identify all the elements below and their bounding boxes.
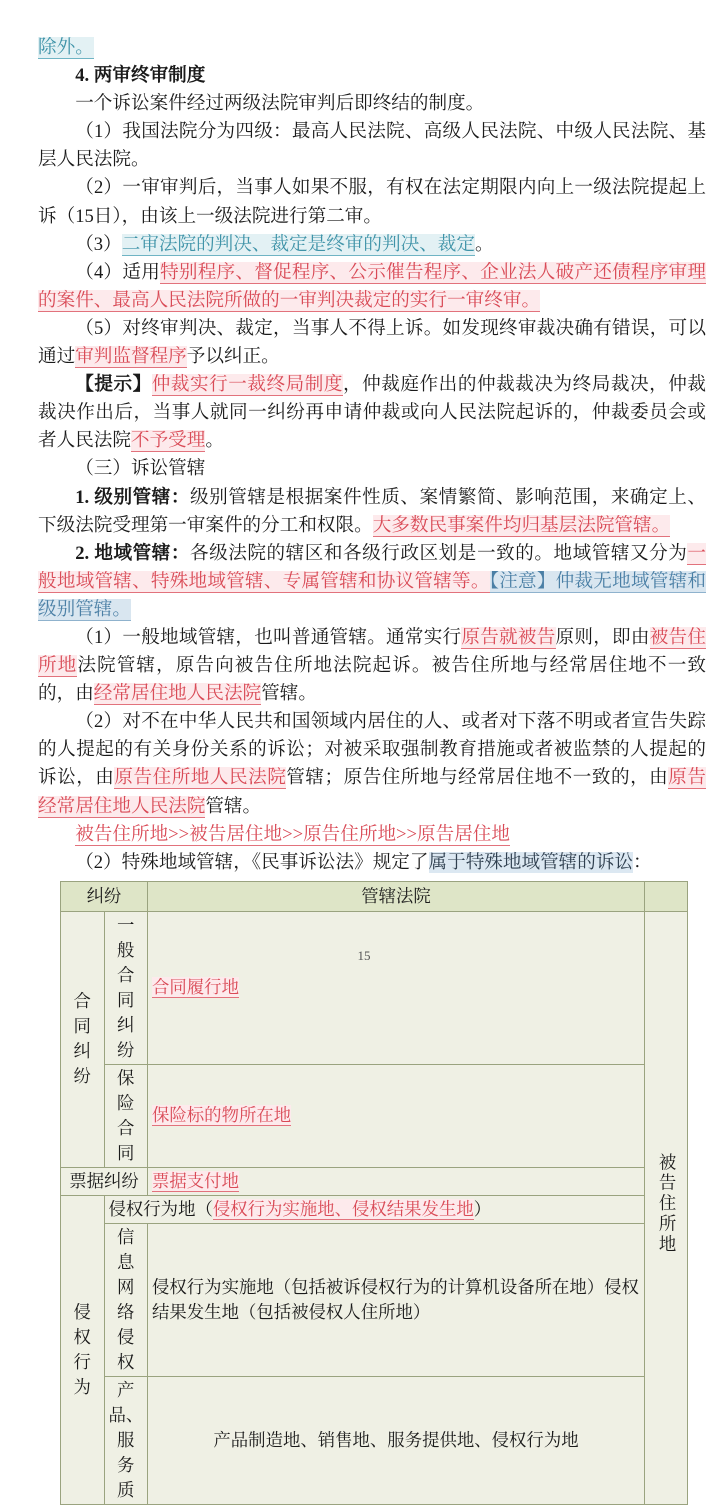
paragraph-item-4 xyxy=(38,259,706,315)
item3-prefix: （3） xyxy=(75,233,122,255)
court-highlight-instrument-payment-place: 票据支付地 xyxy=(152,1170,239,1191)
tip-label: 【提示】 xyxy=(75,374,152,396)
paragraph-special-residence xyxy=(38,708,706,820)
item4-prefix: （4）适用 xyxy=(75,261,161,283)
cell-subtype-general-contract: 一般合同纠纷 xyxy=(104,911,148,1064)
special-territorial-middle: 规定了 xyxy=(372,851,429,873)
tip-highlight-2: 不予受理 xyxy=(130,430,206,452)
paragraph-intro: 一个诉讼案件经过两级法院审判后即终结的制度。 xyxy=(75,93,485,115)
vertical-label-defendant-domicile: 被告住所地 xyxy=(656,1153,677,1256)
general-highlight-defendant-domicile: 被告住所地 xyxy=(38,626,706,677)
section-title-jurisdiction: （三）诉讼管辖 xyxy=(75,458,206,480)
table-row xyxy=(61,911,688,1064)
item5-prefix: （5）对终审判决、裁定，当事人不得上诉。如发现终审裁决确有错误，可以通过 xyxy=(38,317,706,368)
paragraph-item-1: （1）我国法院分为四级：最高人民法院、高级人民法院、中级人民法院、基层人民法院。 xyxy=(38,121,706,171)
tip-highlight-1: 仲裁实行一裁终局制度 xyxy=(151,374,344,396)
territorial-jurisdiction-note: 【注意】仲裁无地域管辖和级别管辖。 xyxy=(38,570,706,620)
special-residence-highlight-plaintiff-domicile-court: 原告住所地人民法院 xyxy=(114,767,287,789)
special-residence-middle: 管辖；原告住所地与经常居住地不一致的，由 xyxy=(286,767,669,789)
cell-group-tort: 侵权行为 xyxy=(61,1195,105,1504)
table-body xyxy=(61,911,688,1504)
cell-defendant-domicile-vertical xyxy=(645,911,688,1504)
tip-end: 。 xyxy=(205,430,224,452)
cell-subtype-negotiable-instrument: 票据纠纷 xyxy=(61,1167,148,1195)
item4-highlight: 特别程序、督促程序、公示催告程序、企业法人破产还债程序审理的案件、最高人民法院所做的一审判决裁定的实行一审终审。 xyxy=(38,261,706,311)
table-row xyxy=(61,1064,688,1167)
cell-subtype-product-service: 产品、服务质 xyxy=(104,1376,148,1504)
general-end: 管辖。 xyxy=(261,683,317,705)
item3-suffix: 。 xyxy=(474,233,494,255)
heading-two-trial-system: 4. 两审终审制度 xyxy=(75,65,206,87)
table-header-spacer xyxy=(645,881,688,911)
tort-place-suffix: ） xyxy=(473,1198,492,1219)
priority-chain-text: 被告住所地>>被告居住地>>原告住所地>>原告居住地 xyxy=(75,823,510,845)
cell-subtype-insurance-contract: 保险合同 xyxy=(104,1064,148,1167)
item5-suffix: 予以纠正。 xyxy=(186,346,280,368)
paragraph-special-territorial xyxy=(38,849,706,877)
table-head xyxy=(61,881,688,911)
court-highlight-contract-performance-place: 合同履行地 xyxy=(152,977,239,998)
special-territorial-law: 《民事诉讼法》 xyxy=(251,851,373,873)
paragraph-item-5 xyxy=(38,315,706,371)
territorial-jurisdiction-label: 2. 地域管辖： xyxy=(75,542,190,564)
level-jurisdiction-highlight: 大多数民事案件均归基层法院管辖。 xyxy=(372,514,671,536)
cell-court-negotiable-instrument xyxy=(148,1167,645,1195)
paragraph-item-3 xyxy=(38,231,706,259)
paragraph-priority-chain xyxy=(38,821,706,849)
general-highlight-habitual-residence-court: 经常居住地人民法院 xyxy=(93,683,262,705)
paragraph-general-territorial xyxy=(38,624,706,708)
page-number: 15 xyxy=(357,948,371,963)
level-jurisdiction-label: 1. 级别管辖： xyxy=(75,486,190,508)
jurisdiction-table xyxy=(60,881,688,1505)
cell-court-insurance-contract xyxy=(148,1064,645,1167)
jurisdiction-table-wrapper xyxy=(38,881,706,1505)
tort-place-highlight: 侵权行为实施地、侵权结果发生地 xyxy=(212,1198,474,1219)
table-row xyxy=(61,1195,688,1223)
special-territorial-prefix: （2）特殊地域管辖， xyxy=(75,851,252,873)
paragraph-level-jurisdiction xyxy=(38,484,706,540)
item3-highlight: 二审法院的判决、裁定是终审的判决、裁定 xyxy=(121,233,475,255)
special-territorial-highlight: 属于特殊地域管辖的诉讼 xyxy=(428,851,634,873)
cell-subtype-network-tort: 信息网络侵权 xyxy=(104,1223,148,1376)
territorial-jurisdiction-text: 各级法院的辖区和各级行政区划是一致的。地域管辖又分为 xyxy=(189,542,688,564)
cell-court-product-service: 产品制造地、销售地、服务提供地、侵权行为地 xyxy=(148,1376,645,1504)
cell-court-general-contract xyxy=(148,911,645,1064)
table-row xyxy=(61,1167,688,1195)
item5-highlight: 审判监督程序 xyxy=(75,346,187,368)
carryover-text: 除外。 xyxy=(38,37,94,58)
table-header-dispute: 纠纷 xyxy=(61,881,148,911)
special-residence-highlight-plaintiff-habitual-court: 原告经常居住地人民法院 xyxy=(38,767,706,817)
table-row xyxy=(61,1223,688,1376)
territorial-jurisdiction-highlight: 一般地域管辖、特殊地域管辖、专属管辖和协议管辖等。 xyxy=(38,542,706,592)
carryover-line xyxy=(38,34,706,62)
document-body xyxy=(38,34,706,877)
cell-court-network-tort: 侵权行为实施地（包括被诉侵权行为的计算机设备所在地）侵权结果发生地（包括被侵权人住所地） xyxy=(148,1223,645,1376)
general-middle-2: 法院管辖，原告向被告住所地法院起诉。被告住所地与经常居住地不一致的，由 xyxy=(38,655,706,705)
paragraph-territorial-jurisdiction xyxy=(38,540,706,624)
cell-group-contract-dispute: 合同纠纷 xyxy=(61,911,105,1167)
table-header-court: 管辖法院 xyxy=(148,881,645,911)
special-territorial-end: ： xyxy=(633,851,652,873)
general-middle-1: 原则，即由 xyxy=(555,626,650,648)
special-residence-prefix: （2）对不在中华人民共和国领域内居住的人、或者对下落不明或者宣告失踪的人提起的有关身份关系的诉讼；对被采取强制教育措施或者被监禁的人提起的诉讼，由 xyxy=(38,711,706,789)
table-row xyxy=(61,1376,688,1504)
cell-tort-place-row xyxy=(104,1195,645,1223)
table-header-row xyxy=(61,881,688,911)
level-jurisdiction-text: 级别管辖是根据案件性质、案情繁简、影响范围，来确定上、下级法院受理第一审案件的分工和权限。 xyxy=(38,486,706,536)
general-prefix: （1）一般地域管辖，也叫普通管辖。通常实行 xyxy=(75,626,462,648)
paragraph-tip xyxy=(38,371,706,455)
general-highlight-plaintiff-follows-defendant: 原告就被告 xyxy=(461,626,556,648)
tip-middle: ，仲裁庭作出的仲裁裁决为终局裁决，仲裁裁决作出后，当事人就同一纠纷再申请仲裁或向人民法院起诉的，仲裁委员会或者人民法院 xyxy=(38,374,706,452)
paragraph-item-2: （2）一审审判后，当事人如果不服，有权在法定期限内向上一级法院提起上诉（15日），由该上一级法院进行第二审。 xyxy=(38,177,706,227)
special-residence-end: 管辖。 xyxy=(205,795,262,817)
court-highlight-insured-object-location: 保险标的物所在地 xyxy=(152,1105,292,1126)
tort-place-prefix: 侵权行为地（ xyxy=(108,1198,213,1219)
